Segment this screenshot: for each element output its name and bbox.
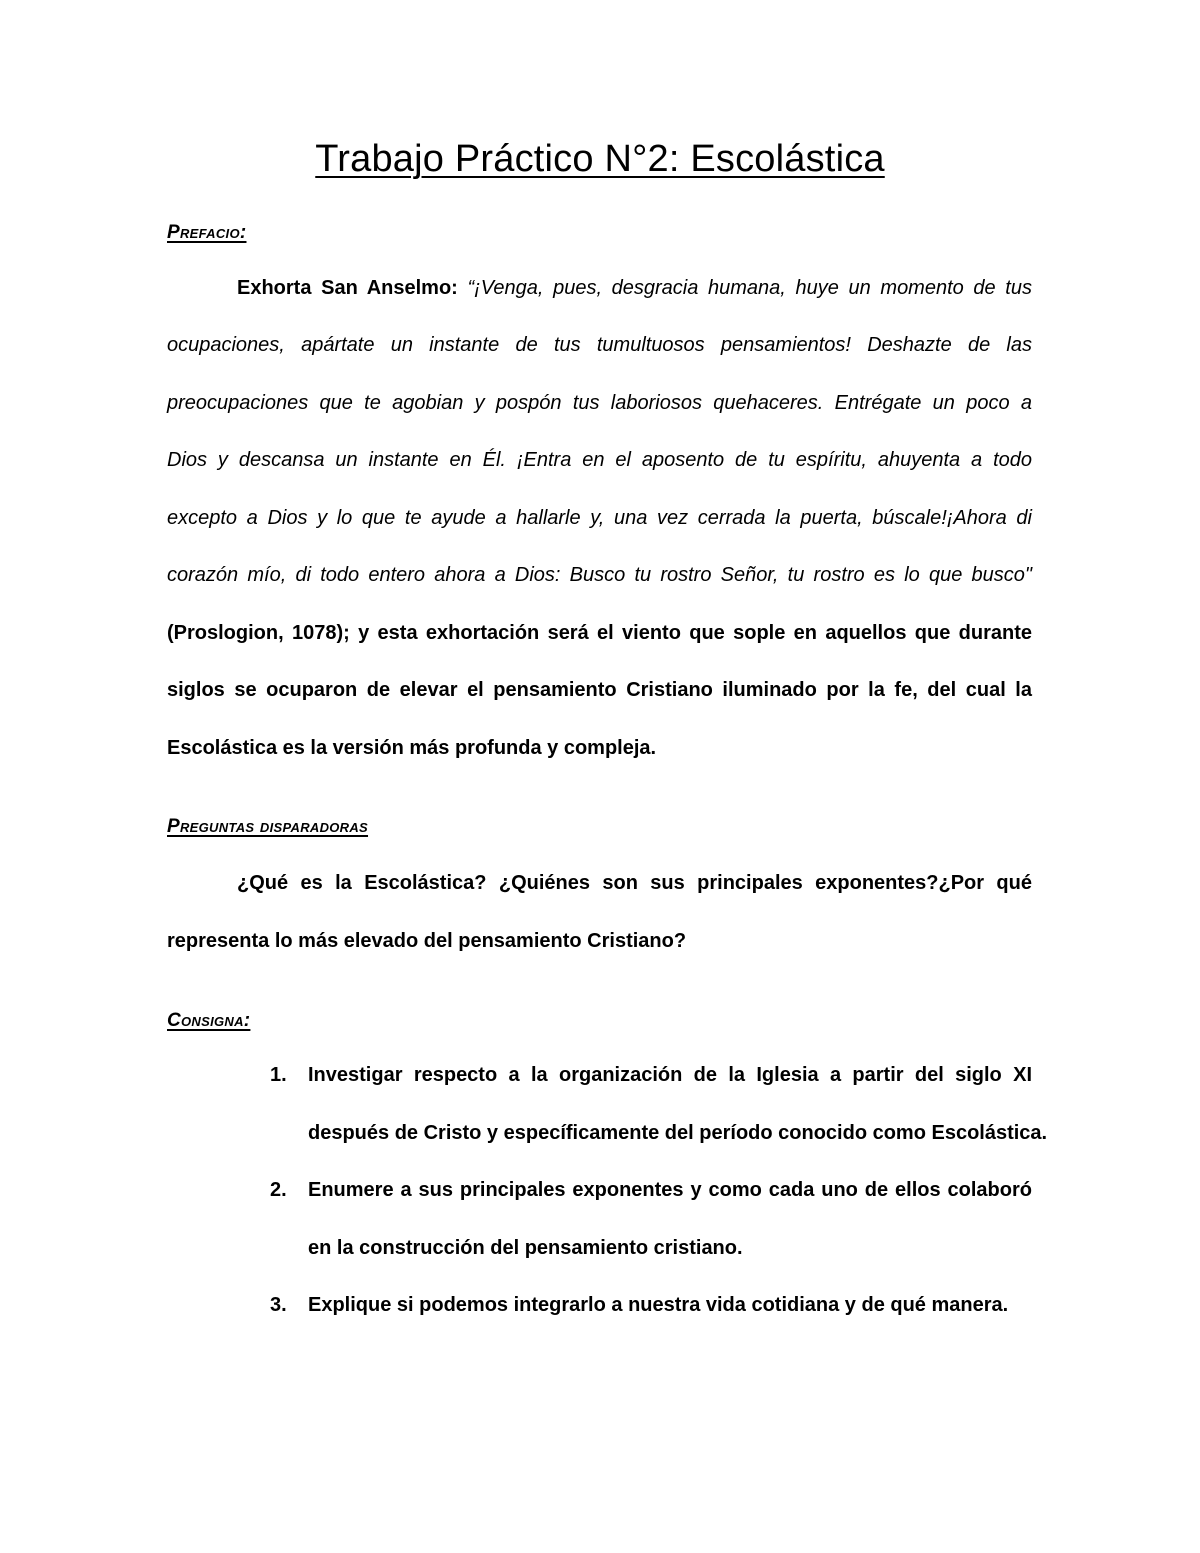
prefacio-line-1-quote: “¡Venga, pues, desgracia humana, huye un momento de tus [467,277,1032,299]
prefacio-line-4: Dios y descansa un instante en Él. ¡Entra en el aposento de tu espíritu, ahuyenta a todo [167,449,1032,471]
document-title: Trabajo Práctico N°2: Escolástica [315,138,885,180]
prefacio-line-1 [237,273,1032,303]
prefacio-line-2: ocupaciones, apártate un instante de tus tumultuosos pensamientos! Deshazte de las [167,334,1032,356]
prefacio-line-5: excepto a Dios y lo que te ayude a hallarle y, una vez cerrada la puerta, búscale!¡Ahora di [167,507,1032,529]
consigna-item-3-line-1: Explique si podemos integrarlo a nuestra vida cotidiana y de qué manera. [308,1294,1009,1316]
consigna-item-2-line-1: Enumere a sus principales exponentes y como cada uno de ellos colaboró [308,1179,1032,1201]
prefacio-line-1-intro: Exhorta San Anselmo: [237,277,468,299]
prefacio-line-3: preocupaciones que te agobian y pospón tus laboriosos quehaceres. Entrégate un poco a [167,392,1032,414]
prefacio-line-6: corazón mío, di todo entero ahora a Dios: Busco tu rostro Señor, tu rostro es lo que busco" [167,564,1032,586]
consigna-heading: Consigna: [167,1010,251,1031]
prefacio-heading: Prefacio: [167,222,247,243]
prefacio-line-7: (Proslogion, 1078); y esta exhortación será el viento que sople en aquellos que durante [167,622,1032,644]
prefacio-line-9: Escolástica es la versión más profunda y compleja. [167,737,657,759]
consigna-item-3-number: 3. [270,1294,287,1316]
prefacio-line-8: siglos se ocuparon de elevar el pensamiento Cristiano iluminado por la fe, del cual la [167,679,1032,701]
consigna-item-1-number: 1. [270,1064,287,1086]
consigna-item-1-line-1: Investigar respecto a la organización de la Iglesia a partir del siglo XI [308,1064,1032,1086]
consigna-item-1-line-2: después de Cristo y específicamente del período conocido como Escolástica. [308,1122,1048,1144]
preguntas-line-2: representa lo más elevado del pensamiento Cristiano? [167,930,687,952]
preguntas-heading: Preguntas disparadoras [167,816,369,837]
consigna-item-2-line-2: en la construcción del pensamiento cristiano. [308,1237,743,1259]
consigna-item-2-number: 2. [270,1179,287,1201]
preguntas-line-1: ¿Qué es la Escolástica? ¿Quiénes son sus principales exponentes?¿Por qué [237,872,1032,894]
